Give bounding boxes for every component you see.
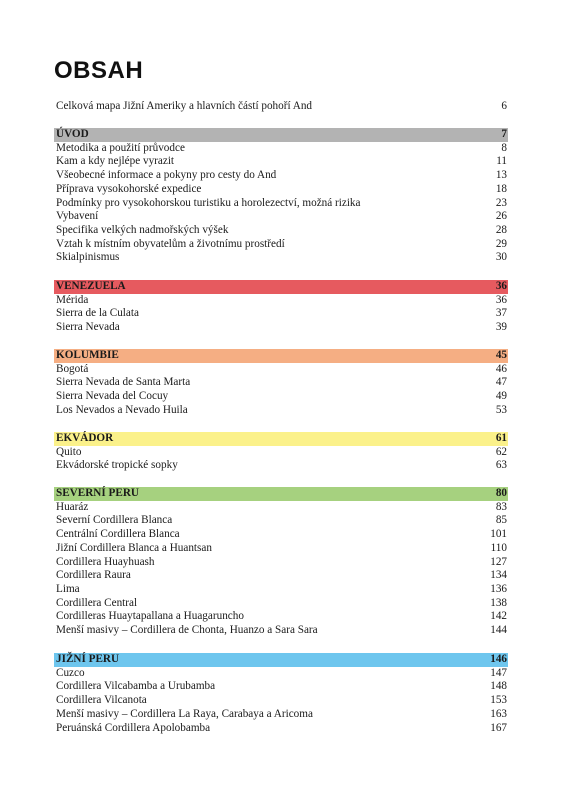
toc-entry[interactable]: [54, 169, 508, 183]
toc-entry-label: Všeobecné informace a pokyny pro cesty do And: [56, 169, 277, 182]
toc-entry-page: 147: [490, 666, 507, 679]
section-title: SEVERNÍ PERU: [56, 487, 139, 499]
toc-entry-page: 49: [495, 390, 507, 403]
section-page: 45: [495, 349, 507, 361]
toc-entry-page: 28: [495, 223, 507, 236]
section-header-kolumbie[interactable]: [54, 349, 508, 363]
toc-entry-page: 26: [495, 210, 507, 223]
toc-entry[interactable]: [54, 155, 508, 169]
toc-entry-label: Celková mapa Jižní Ameriky a hlavních částí pohoří And: [56, 100, 313, 112]
toc-entry-page: 8: [501, 141, 507, 154]
section-page: 7: [501, 128, 507, 140]
toc-entry[interactable]: [54, 569, 508, 583]
toc-entry-page: 142: [490, 610, 507, 623]
toc-entry-page: 144: [490, 624, 507, 636]
section-title: EKVÁDOR: [56, 432, 114, 444]
toc-entry-label: Peruánská Cordillera Apolobamba: [56, 721, 211, 734]
page-title: OBSAH: [54, 57, 144, 84]
toc-entry[interactable]: [54, 376, 508, 390]
section-title: ÚVOD: [56, 128, 89, 140]
toc-entry-page: 163: [490, 707, 507, 720]
toc-entry-page: 30: [495, 251, 507, 264]
toc-entry-label: Kam a kdy nejlépe vyrazit: [56, 155, 175, 168]
section-header-severni-peru[interactable]: [54, 487, 508, 501]
toc-entry[interactable]: [54, 680, 508, 694]
toc-entry-page: 6: [501, 100, 507, 112]
toc-entry-page: 36: [495, 293, 507, 306]
toc-entry-label: Jižní Cordillera Blanca a Huantsan: [56, 541, 212, 554]
toc-entry[interactable]: [54, 501, 508, 515]
toc-entry[interactable]: [54, 459, 508, 473]
toc-entry-label: Menší masivy – Cordillera La Raya, Carabaya a Aricoma: [56, 707, 313, 720]
section-page: 61: [495, 432, 507, 444]
toc-entry-page: 85: [495, 514, 507, 527]
toc-entry-page: 134: [490, 569, 507, 582]
toc-entry[interactable]: [54, 321, 508, 335]
section-title: VENEZUELA: [56, 280, 126, 292]
toc-entry-label: Huaráz: [56, 500, 89, 513]
toc-entry-label: Sierra de la Culata: [56, 307, 139, 320]
toc-entry[interactable]: [54, 197, 508, 211]
section-page: 80: [495, 487, 507, 499]
toc-entry-label: Cordillera Vilcanota: [56, 694, 147, 707]
toc-entry-label: Vztah k místním obyvatelům a životnímu prostředí: [56, 237, 285, 250]
toc-entry[interactable]: [54, 446, 508, 460]
toc-entry[interactable]: [54, 390, 508, 404]
toc-entry-label: Lima: [56, 582, 80, 595]
toc-entry[interactable]: [54, 597, 508, 611]
toc-entry-label: Centrální Cordillera Blanca: [56, 528, 180, 541]
toc-entry-page: 53: [495, 403, 507, 416]
toc-entry[interactable]: [54, 556, 508, 570]
toc-entry-label: Metodika a použití průvodce: [56, 141, 185, 154]
toc-entry-page: 37: [495, 307, 507, 320]
toc-entry-page: 29: [495, 237, 507, 250]
toc-entry[interactable]: [54, 708, 508, 722]
toc-entry-page: 110: [490, 541, 507, 554]
toc-entry[interactable]: [54, 363, 508, 377]
toc-entry[interactable]: [54, 694, 508, 708]
toc-entry-label: Mérida: [56, 293, 89, 306]
section-page: 146: [490, 653, 507, 665]
toc-entry[interactable]: [54, 183, 508, 197]
toc-entry[interactable]: [54, 528, 508, 542]
toc-entry-page: 18: [495, 182, 507, 195]
toc-entry-label: Cordillera Vilcabamba a Urubamba: [56, 680, 216, 693]
toc-entry-label: Sierra Nevada de Santa Marta: [56, 376, 191, 389]
toc-entry-page: 83: [495, 500, 507, 513]
section-title: JIŽNÍ PERU: [56, 653, 120, 665]
toc-entry-page: 136: [490, 582, 507, 595]
toc-entry-label: Cuzco: [56, 666, 85, 679]
toc-entry-page: 127: [490, 555, 507, 568]
section-header-uvod[interactable]: [54, 128, 508, 142]
toc-entry-page: 153: [490, 694, 507, 707]
section-header-jizni-peru[interactable]: [54, 653, 508, 667]
toc-entry-page: 39: [495, 321, 507, 334]
toc-entry[interactable]: [54, 610, 508, 624]
toc-entry[interactable]: [54, 238, 508, 252]
toc-entry-page: 47: [495, 376, 507, 389]
toc-entry[interactable]: [54, 667, 508, 681]
toc-entry-label: Vybavení: [56, 210, 99, 223]
toc-entry-page: 62: [495, 445, 507, 458]
toc-entry-page: 148: [490, 680, 507, 693]
toc-entry-label: Quito: [56, 445, 82, 458]
toc-entry[interactable]: [54, 624, 508, 638]
toc-entry-label: Skialpinismus: [56, 251, 120, 264]
toc-entry[interactable]: [54, 307, 508, 321]
toc-entry-label: Severní Cordillera Blanca: [56, 514, 173, 527]
toc-entry-page: 11: [496, 155, 507, 168]
toc-entry[interactable]: [54, 722, 508, 736]
toc-entry-page: 101: [490, 528, 507, 541]
toc-entry-label: Podmínky pro vysokohorskou turistiku a horolezectví, možná rizika: [56, 196, 361, 209]
toc-entry[interactable]: [54, 404, 508, 418]
toc-entry[interactable]: [54, 210, 508, 224]
toc-intro-entry[interactable]: [54, 100, 508, 114]
toc-entry[interactable]: [54, 583, 508, 597]
toc-entry-page: 63: [495, 459, 507, 472]
toc-entry[interactable]: [54, 294, 508, 308]
toc-entry-page: 46: [495, 362, 507, 375]
toc-entry[interactable]: [54, 251, 508, 265]
section-page: 36: [495, 280, 507, 292]
toc-entry[interactable]: [54, 514, 508, 528]
toc-entry-label: Cordillera Huayhuash: [56, 555, 155, 568]
toc-entry-page: 138: [490, 596, 507, 609]
section-header-venezuela[interactable]: [54, 280, 508, 294]
section-header-ekvador[interactable]: [54, 432, 508, 446]
toc-entry-label: Příprava vysokohorské expedice: [56, 182, 202, 195]
toc-entry[interactable]: [54, 142, 508, 156]
toc-entry-page: 23: [495, 196, 507, 209]
toc-entry-label: Cordillera Raura: [56, 569, 131, 582]
toc-entry-label: Cordillera Central: [56, 596, 138, 609]
toc-entry-label: Ekvádorské tropické sopky: [56, 459, 178, 472]
section-title: KOLUMBIE: [56, 349, 119, 361]
toc-entry-label: Menší masivy – Cordillera de Chonta, Huanzo a Sara Sara: [56, 624, 318, 636]
toc-entry[interactable]: [54, 542, 508, 556]
toc-entry-label: Los Nevados a Nevado Huila: [56, 403, 188, 416]
toc-entry-page: 167: [490, 721, 507, 734]
toc-entry-label: Bogotá: [56, 362, 89, 375]
toc-entry[interactable]: [54, 224, 508, 238]
toc-entry-label: Cordilleras Huaytapallana a Huagaruncho: [56, 610, 244, 623]
toc-entry-page: 13: [495, 169, 507, 182]
toc-entry-label: Sierra Nevada del Cocuy: [56, 390, 169, 403]
toc-entry-label: Specifika velkých nadmořských výšek: [56, 223, 229, 236]
toc-entry-label: Sierra Nevada: [56, 321, 120, 334]
